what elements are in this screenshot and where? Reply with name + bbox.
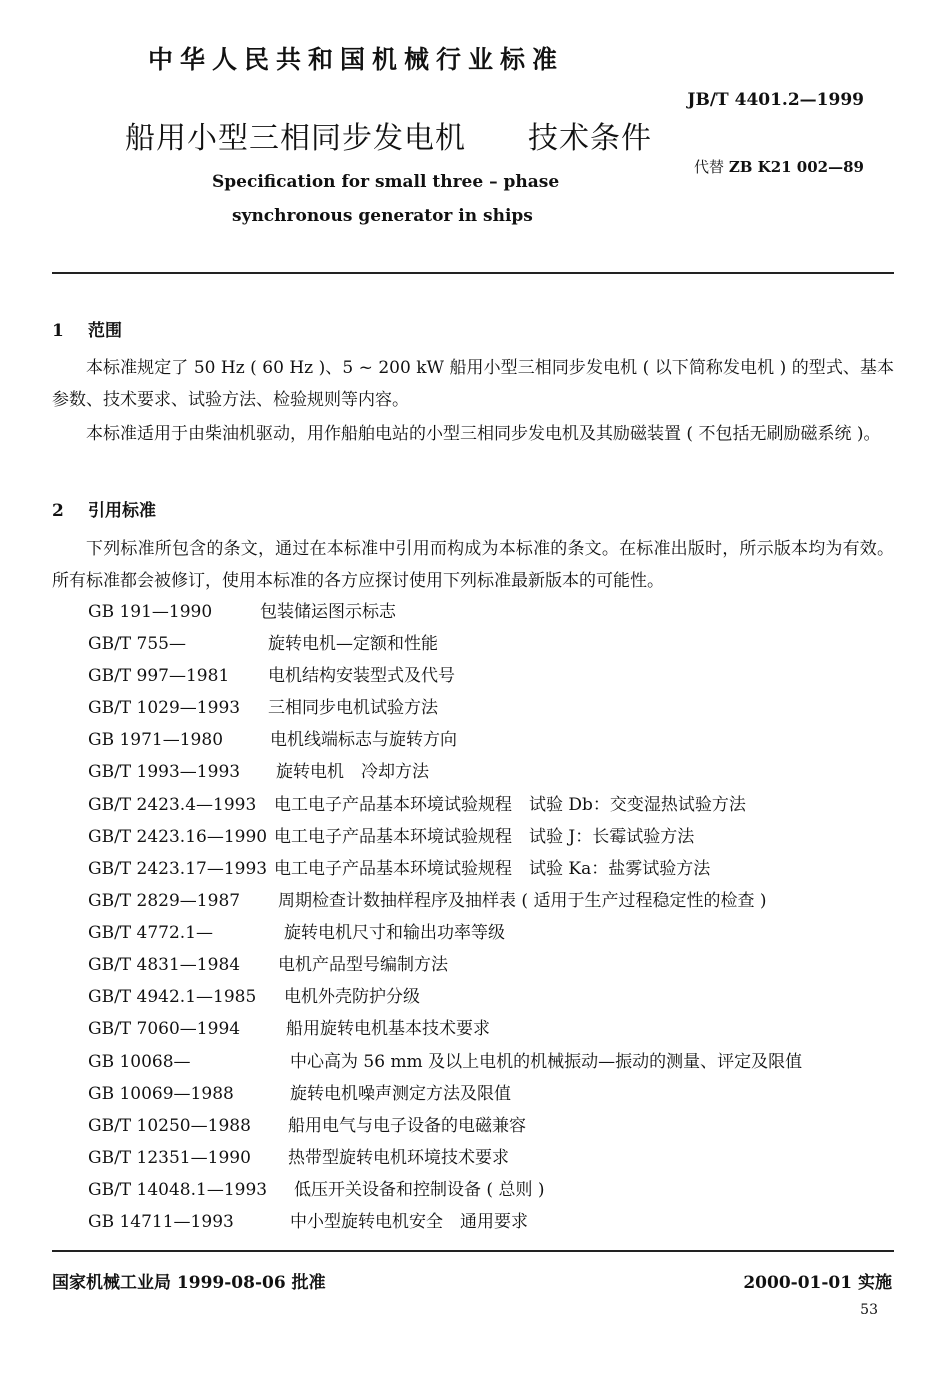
reference-code: GB 1971—1980 — [88, 730, 224, 750]
replaces-number: ZB K21 002—89 — [728, 158, 864, 176]
reference-title: 船用旋转电机基本技术要求 — [286, 1019, 490, 1039]
section-title: 范围 — [88, 321, 122, 341]
reference-title: 低压开关设备和控制设备 ( 总则 ) — [294, 1180, 545, 1200]
reference-title: 电机线端标志与旋转方向 — [270, 730, 457, 750]
page-number: 53 — [860, 1302, 878, 1318]
standard-number: JB/T 4401.2—1999 — [687, 90, 864, 110]
reference-code: GB 14711—1993 — [88, 1212, 234, 1232]
reference-title: 周期检查计数抽样程序及抽样表 ( 适用于生产过程稳定性的检查 ) — [278, 891, 767, 911]
reference-title: 中心高为 56 mm 及以上电机的机械振动—振动的测量、评定及限值 — [290, 1052, 803, 1072]
reference-code: GB/T 12351—1990 — [88, 1148, 251, 1168]
reference-code: GB/T 2423.4—1993 — [88, 795, 257, 815]
reference-code: GB/T 10250—1988 — [88, 1116, 251, 1136]
reference-title: 包装储运图示标志 — [260, 602, 396, 622]
scope-paragraph-1: 本标准规定了 50 Hz ( 60 Hz )、5 ~ 200 kW 船用小型三相同步发电机 ( 以下简称发电机 ) 的型式、基本参数、技术要求、试验方法、检验规则等内容。 — [52, 358, 894, 410]
reference-title: 电机外壳防护分级 — [284, 987, 420, 1007]
reference-title: 三相同步电机试验方法 — [268, 698, 438, 718]
reference-code: GB/T 7060—1994 — [88, 1019, 241, 1039]
document-title-cn: 船用小型三相同步发电机 技术条件 — [125, 121, 652, 156]
section-heading-references — [52, 496, 156, 521]
reference-code: GB 191—1990 — [88, 602, 213, 622]
reference-code: GB 10069—1988 — [88, 1084, 234, 1104]
section-heading-scope — [52, 316, 122, 341]
approval-line: 国家机械工业局 1999-08-06 批准 — [52, 1273, 326, 1293]
reference-title: 电机产品型号编制方法 — [278, 955, 448, 975]
reference-title: 旋转电机—定额和性能 — [268, 634, 438, 654]
reference-code: GB/T 2829—1987 — [88, 891, 241, 911]
document-title-en-line1: Specification for small three – phase — [212, 172, 560, 192]
replaces-note — [694, 156, 864, 177]
reference-code: GB/T 997—1981 — [88, 666, 230, 686]
reference-code: GB/T 4772.1— — [88, 923, 214, 943]
reference-code: GB 10068— — [88, 1052, 191, 1072]
reference-title: 电工电子产品基本环境试验规程 试验 Ka：盐雾试验方法 — [274, 859, 711, 879]
reference-title: 电工电子产品基本环境试验规程 试验 Db：交变湿热试验方法 — [274, 795, 746, 815]
document-title-en-line2: synchronous generator in ships — [232, 206, 533, 226]
reference-title: 中小型旋转电机安全 通用要求 — [290, 1212, 528, 1232]
section-number: 1 — [52, 321, 64, 341]
reference-title: 电工电子产品基本环境试验规程 试验 J：长霉试验方法 — [274, 827, 695, 847]
reference-code: GB/T 2423.16—1990 — [88, 827, 268, 847]
scope-paragraph-2: 本标准适用于由柴油机驱动，用作船舶电站的小型三相同步发电机及其励磁装置 ( 不包括无刷励磁系统 )。 — [86, 424, 881, 444]
reference-code: GB/T 14048.1—1993 — [88, 1180, 268, 1200]
section-title: 引用标准 — [88, 501, 156, 521]
section-number: 2 — [52, 501, 64, 521]
reference-code: GB/T 1029—1993 — [88, 698, 241, 718]
replaces-label: 代替 — [694, 158, 725, 176]
reference-title: 热带型旋转电机环境技术要求 — [288, 1148, 509, 1168]
reference-title: 旋转电机噪声测定方法及限值 — [290, 1084, 511, 1104]
effective-date: 2000-01-01 实施 — [743, 1273, 892, 1293]
reference-code: GB/T 755— — [88, 634, 186, 654]
reference-code: GB/T 4942.1—1985 — [88, 987, 257, 1007]
reference-title: 电机结构安装型式及代号 — [268, 666, 455, 686]
references-intro-paragraph: 下列标准所包含的条文，通过在本标准中引用而构成为本标准的条文。在标准出版时，所示版本均为有效。所有标准都会被修订，使用本标准的各方应探讨使用下列标准最新版本的可能性。 — [52, 539, 894, 591]
reference-title: 旋转电机 冷却方法 — [276, 762, 429, 782]
reference-code: GB/T 2423.17—1993 — [88, 859, 268, 879]
header-divider — [52, 272, 894, 274]
reference-code: GB/T 4831—1984 — [88, 955, 241, 975]
reference-title: 船用电气与电子设备的电磁兼容 — [288, 1116, 526, 1136]
footer-divider — [52, 1250, 894, 1252]
reference-title: 旋转电机尺寸和输出功率等级 — [284, 923, 505, 943]
reference-code: GB/T 1993—1993 — [88, 762, 241, 782]
issuing-organization: 中华人民共和国机械行业标准 — [148, 45, 565, 74]
